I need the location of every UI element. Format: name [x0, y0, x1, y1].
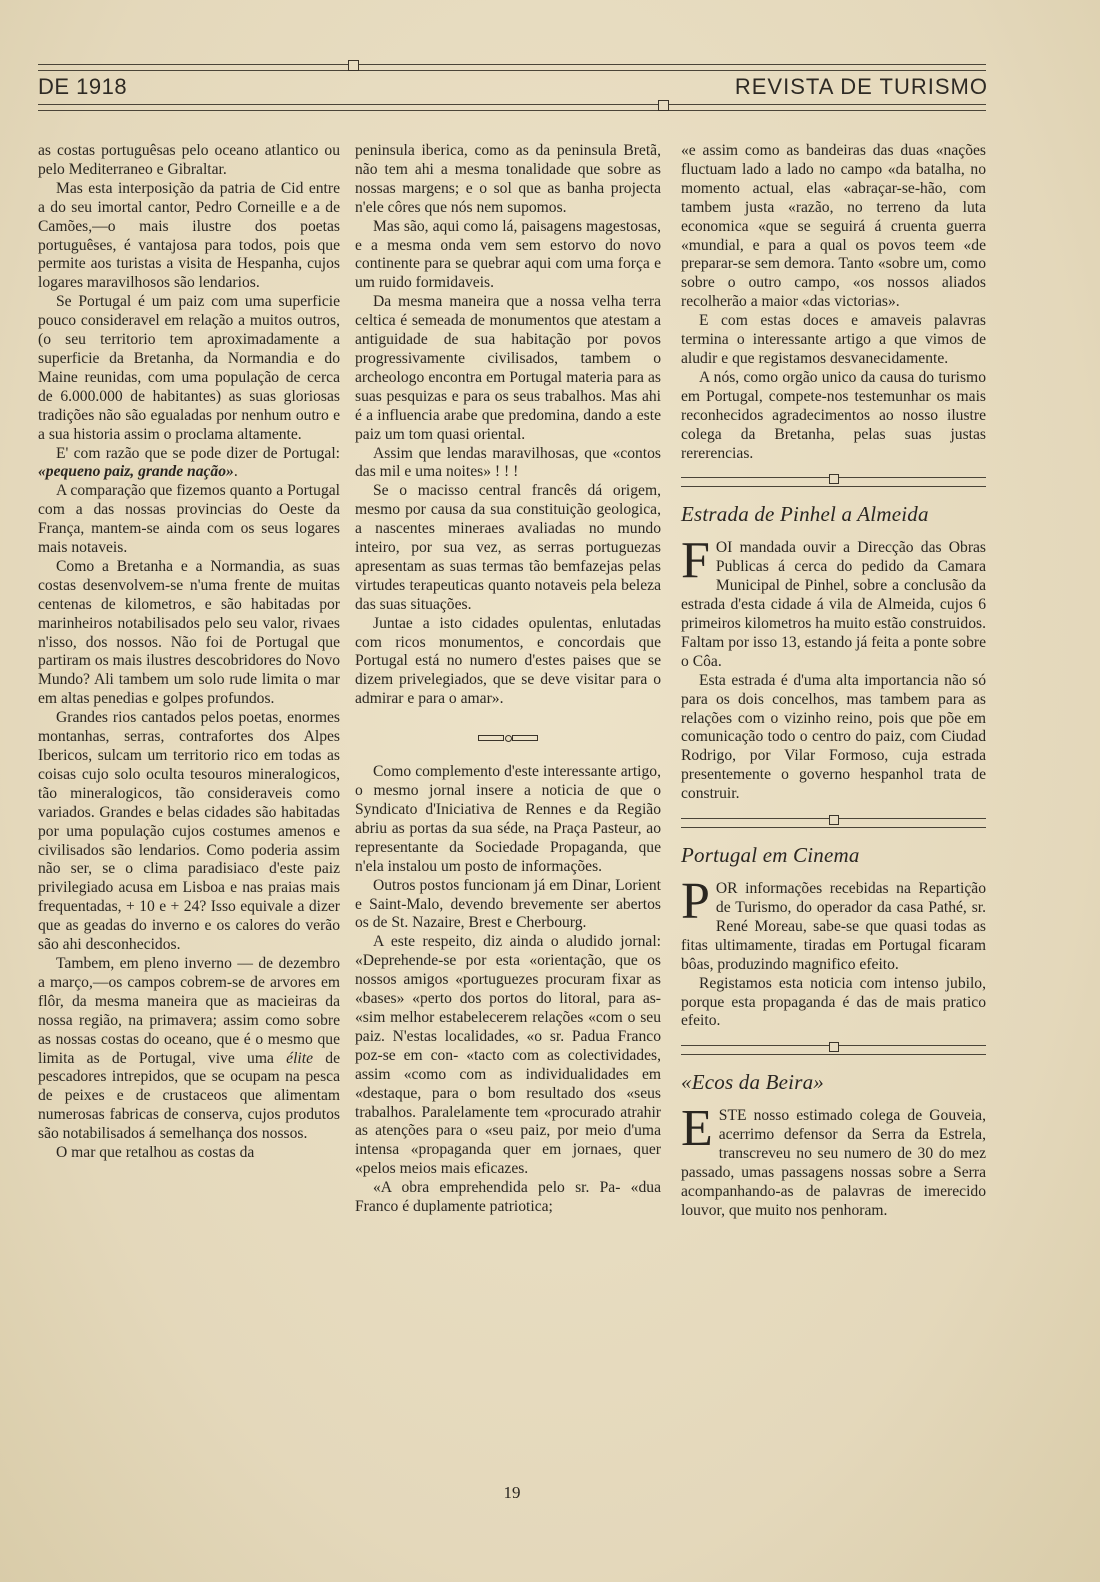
section-title: «Ecos da Beira» [681, 1070, 824, 1095]
paragraph: Como complemento d'este interessante artigo, o mesmo jornal insere a noticia de que o Syndicato d'Iniciativa de Rennes e da Região abriu as portas da sua séde, na Praça Pasteur, ao representante da Sociedade Propaganda, que n'ela instalou um posto de informações. [355, 763, 661, 875]
section-lead [681, 1100, 986, 1220]
section-divider [681, 477, 986, 487]
section-ornament [478, 735, 538, 741]
rule-ornament [348, 60, 359, 71]
header-date: DE 1918 [38, 74, 128, 99]
paragraph: Registamos esta noticia com intenso jubilo, porque esta propaganda é das de mais pratico efeito. [681, 974, 986, 1030]
section-divider [681, 1045, 986, 1055]
paragraph: «A obra emprehendida pelo sr. Pa- «dua Franco é duplamente patriotica; [355, 1179, 661, 1216]
rule-ornament [658, 100, 669, 111]
motto-end: . [233, 463, 238, 481]
header-rule-top [38, 64, 986, 71]
column-3 [681, 142, 986, 1221]
lead-text: OI mandada ouvir a Direcção das Obras Publicas á cerca do pedido da Camara Municipal de Pinhel, sobre a conclusão da estrada d'esta cidade á vila de Almeida, cujos 6 primeiros kilometros ha muito estão construidos. Faltam por isso 13, estando já feita a ponte sobre o Côa. [681, 539, 986, 670]
section-lead [681, 873, 986, 975]
section-title: Portugal em Cinema [681, 843, 860, 868]
lead-text: OR informações recebidas na Repartição de Turismo, do operador da casa Pathé, sr. René Moreau, sabe-se que quasi todas as fitas ultimamente, tiradas em Portugal ficaram bôas, produzindo magnifico efeito. [681, 880, 986, 973]
paragraph: Outros postos funcionam já em Dinar, Lorient e Saint-Malo, devendo brevemente ser abertos os de St. Nazaire, Brest e Cherbourg. [355, 876, 661, 932]
paragraph: A nós, como orgão unico da causa do turismo em Portugal, compete-nos testemunhar os mais reconhecidos agradecimentos ao nosso ilustre colega da Bretanha, pelas suas justas rererencias. [681, 368, 986, 462]
paragraph: peninsula iberica, como as da peninsula Bretã, não tem ahi a mesma tonalidade que sobre as nossas margens; e o sol que as banha projecta n'ele côres que nós nem supomos. [355, 142, 661, 216]
drop-cap: F [681, 532, 710, 590]
paragraph: Se o macisso central francês dá origem, mesmo por causa da sua constituição geologica, a nascentes mineraes avaliadas no mundo inteiro, por sua vez, as serras portuguezas apresentam as suas termas tão bemfazejas pelas virtudes terapeuticas quanto notaveis pela beleza das suas situações. [355, 482, 661, 613]
paragraph: as costas portuguêsas pelo oceano atlantico ou pelo Mediterraneo e Gibraltar. [38, 142, 340, 178]
paragraph: «e assim como as bandeiras das duas «nações fluctuam lado a lado no campo «da batalha, no momento actual, elas «abraçar-se-hão, com tambem justa «razão, no terreno da luta economica «que se seguirá á cruenta guerra «mundial, e para a qual os povos teem «de preparar-se sem demora. Tanto «sobre um, como sobre o outro campo, «os nossos aliados recolherão a maior «das victorias». [681, 142, 986, 311]
motto: «pequeno paiz, grande nação» [38, 463, 234, 481]
drop-cap: P [681, 873, 710, 931]
paragraph-text: Tambem, em pleno inverno — de dezembro a março,—os campos cobrem-se de arvores em flôr, da mesma maneira que as macieiras da nossa região, na primavera; assim como sobre as nossas costas do oceano, que é o mesmo que limita as de Portugal, vive uma [38, 954, 340, 1067]
paragraph [38, 955, 340, 1144]
section-title: Estrada de Pinhel a Almeida [681, 502, 929, 527]
paragraph: A este respeito, diz ainda o aludido jornal: «Deprehende-se por esta «orientação, que os nossos amigos «portuguezes procuram fixar as «bases» «perto dos portos do litoral, para as- «sim melhor estabelecerem relações «com o seu paiz. N'estas localidades, «o sr. Padua Franco poz-se em con- «tacto com as colectividades, assim «como com as individualidades em «destaque, para o bom resultado dos «seus trabalhos. Paralelamente tem «procurado atrahir as atenções para o «seu paiz, por meio d'uma intensa «propaganda quer em jornaes, quer «pelos meios mais eficazes. [355, 933, 661, 1178]
section-divider [681, 818, 986, 828]
motto-text: pequeno paiz, grande nação [45, 463, 227, 481]
page-number: 19 [503, 1483, 521, 1502]
motto-paragraph [38, 445, 340, 483]
paragraph: Assim que lendas maravilhosas, que «contos das mil e uma noites» ! ! ! [355, 444, 661, 481]
paragraph: Juntae a isto cidades opulentas, enlutadas com ricos monumentos, e concordais que Portugal está no numero d'estes paises que se dizem privelegiados, que se deve visitar para o admirar e para o amar». [355, 614, 661, 708]
header-rule-bottom [38, 104, 986, 111]
column-1 [38, 142, 340, 1163]
paragraph: E com estas doces e amaveis palavras termina o interessante artigo a que vimos de aludir e que registamos desvanecidamente. [681, 312, 986, 367]
paragraph: A comparação que fizemos quanto a Portugal com a das nossas provincias do Oeste da França, mantem-se ainda com os seus logares mais notaveis. [38, 482, 340, 557]
paragraph-text: de pescadores intrepidos, que se ocupam na pesca de peixes e de crustaceos que alimentam numerosas fabricas de conserva, cujos produtos são notabilisados á semelhança dos nossos. [38, 1049, 340, 1143]
section-lead [681, 532, 986, 671]
paragraph: Grandes rios cantados pelos poetas, enormes montanhas, serras, contrafortes dos Alpes Ibericos, sulcam um territorio rico em todas as coisas cujo solo oculta tesouros mineralogicos, tão mineralogicos, tão consideraveis como variados. Grandes e belas cidades são habitadas por uma população cujos costumes amenos e civilisados são lendarios. Como poderia assim não ser, se o clima paradisiaco d'este paiz privilegiado acusa em Lisboa e nas praias mais frequentadas, + 10 e + 24? Isso equivale a dizer que as geadas do inverno e os calores do verão são ahi desconhecidos. [38, 709, 340, 954]
motto-intro: E' com razão que se pode dizer de Portugal: [56, 444, 340, 462]
paragraph: Como a Bretanha e a Normandia, as suas costas desenvolvem-se n'uma frente de muitas centenas de kilometros, e são habitadas por marinheiros notabilisados pelo seu valor, rivaes n'isso, dos nossos. Não foi de Portugal que partiram os mais ilustres descobridores do Novo Mundo? Ali tambem um solo rude limita o mar em altas penedias e golpes profundos. [38, 557, 340, 708]
paragraph: Se Portugal é um paiz com uma superficie pouco consideravel em relação a muitos outros, (o seu territorio tem aproximadamente a superficie da Bretanha, da Normandia e do Maine reunidas, com uma população de cerca de 6.000.000 de habitantes) as suas gloriosas tradições não são egualadas por nenhum outro e a sua historia assim o proclama altamente. [38, 293, 340, 443]
paragraph: Mas são, aqui como lá, paisagens magestosas, e a mesma onda vem sem estorvo do novo continente para se quebrar aqui com uma força e um ruido formidaveis. [355, 217, 661, 292]
lead-text: STE nosso estimado colega de Gouveia, acerrimo defensor da Serra da Estrela, transcreveu no seu numero de 30 do mez passado, umas passagens nossas sobre a Serra acompanhando-as de palavras de imerecido louvor, que muito nos penhoram. [681, 1107, 986, 1219]
elite-word: élite [286, 1049, 313, 1067]
column-2 [355, 142, 661, 1217]
header-title: REVISTA DE TURISMO [734, 74, 988, 99]
paragraph: Mas esta interposição da patria de Cid entre a do seu imortal cantor, Pedro Corneille e a de Camões,—o mais ilustre dos poetas portuguêses, é vantajosa para todos, pois que permite aos turistas a visita de Hespanha, cujos logares maravilhosos são lendarios. [38, 179, 340, 292]
paragraph: O mar que retalhou as costas da [56, 1144, 255, 1162]
drop-cap: E [681, 1100, 713, 1158]
paragraph: Esta estrada é d'uma alta importancia não só para os dois concelhos, mas tambem para as relações com o vizinho reino, pois que põe em comunicação todo o centro do paiz, com Ciudad Rodrigo, por Vilar Formoso, cuja estrada presentemente o governo hespanhol trata de construir. [681, 671, 986, 803]
paragraph: Da mesma maneira que a nossa velha terra celtica é semeada de monumentos que atestam a antiguidade de sua habitação por povos progressivamente civilisados, tambem o archeologo encontra em Portugal materia para as suas pesquizas e para os seus trabalhos. Mas ahi é a influencia arabe que predomina, dando a este paiz um tom quasi oriental. [355, 293, 661, 443]
